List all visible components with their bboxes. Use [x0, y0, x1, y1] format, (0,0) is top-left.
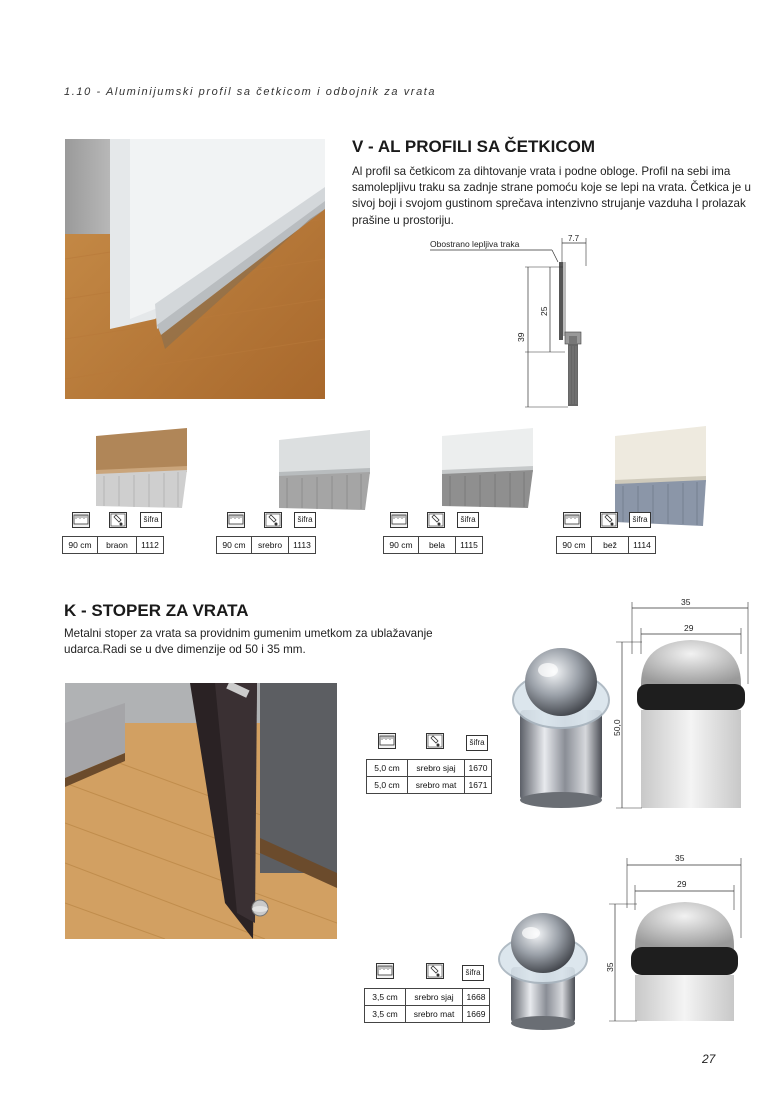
stopper-35-drawing — [605, 848, 753, 1026]
length-icon — [227, 512, 245, 528]
table-row — [63, 537, 164, 554]
section-k-description: Metalni stoper za vrata sa providnim gumenim umetkom za ublažavanje udarca.Radi se u dve dimenzije od 50 i 35 mm. — [64, 627, 433, 657]
brush-image-bela — [440, 426, 535, 508]
profile-cross-section-diagram — [425, 232, 605, 412]
code-header: šifra — [140, 512, 162, 528]
table-row — [367, 777, 492, 794]
code-cell: 1115 — [456, 537, 483, 554]
code-cell: 1113 — [289, 537, 316, 554]
table-row — [365, 1006, 490, 1023]
stopper-50-image — [508, 640, 618, 810]
dim-outer-label: 35 — [681, 597, 691, 607]
size-cell: 5,0 cm — [367, 777, 408, 794]
code-cell: 1670 — [465, 760, 492, 777]
dim-height-label: 50,0 — [612, 719, 622, 736]
length-icon — [376, 963, 394, 979]
product-table-3 — [383, 536, 483, 554]
dim-width-label: 7.7 — [568, 234, 580, 243]
length-icon — [72, 512, 90, 528]
page-number: 27 — [702, 1052, 716, 1066]
product-icons-2 — [227, 512, 317, 532]
product-table-2 — [216, 536, 316, 554]
table-row — [365, 989, 490, 1006]
chapter-title: 1.10 - Aluminijumski profil sa četkicom i odbojnik za vrata — [64, 86, 437, 98]
product-table-4 — [556, 536, 656, 554]
finish-cell: srebro sjaj — [406, 989, 463, 1006]
length-cell: 90 cm — [557, 537, 592, 554]
stopper-50-drawing — [608, 594, 753, 814]
color-cell: srebro — [252, 537, 289, 554]
section-v-description: Al profil sa četkicom za dihtovanje vrata i podne obloge. Profil na sebi ima samolepljivu traku sa zadnje strane pomoću koje se lepi na vrata. Četkica je u sivoj boji i svojom gustinom sprečava intenzivno strujanje vazduha I prolazak prašine u prostoriju. — [352, 165, 751, 227]
section-k-heading: K - STOPER ZA VRATA — [64, 601, 249, 620]
color-icon — [427, 512, 445, 528]
dim-height-label: 35 — [605, 962, 615, 972]
color-icon — [264, 512, 282, 528]
code-cell: 1669 — [463, 1006, 490, 1023]
dim-outer-label: 35 — [675, 853, 685, 863]
section-v-heading: V - AL PROFILI SA ČETKICOM — [352, 137, 596, 156]
code-header: šifra — [294, 512, 316, 528]
dim-inner-label: 29 — [677, 879, 687, 889]
stopper-35-image — [495, 905, 595, 1035]
color-cell: bela — [419, 537, 456, 554]
length-icon — [378, 733, 396, 749]
color-cell: bež — [592, 537, 629, 554]
code-header: šifra — [462, 965, 484, 981]
code-header: šifra — [466, 735, 488, 751]
tape-label: Obostrano lepljiva traka — [430, 239, 520, 249]
finish-cell: srebro mat — [406, 1006, 463, 1023]
product-table-1 — [62, 536, 164, 554]
stopper-35-table — [364, 988, 490, 1023]
brush-image-srebro — [277, 428, 372, 510]
length-icon — [390, 512, 408, 528]
finish-cell: srebro mat — [408, 777, 465, 794]
color-icon — [426, 963, 444, 979]
table-row — [557, 537, 656, 554]
stopper-50-table — [366, 759, 492, 794]
length-cell: 90 cm — [63, 537, 98, 554]
code-cell: 1668 — [463, 989, 490, 1006]
table-row — [384, 537, 483, 554]
brush-image-braon — [94, 426, 189, 508]
color-cell: braon — [98, 537, 137, 554]
code-cell: 1112 — [137, 537, 164, 554]
stopper-50-icons — [378, 733, 488, 753]
door-stopper-photo — [65, 683, 337, 939]
dim-inner-label: 29 — [684, 623, 694, 633]
finish-cell: srebro sjaj — [408, 760, 465, 777]
length-cell: 90 cm — [217, 537, 252, 554]
product-icons-4 — [563, 512, 653, 532]
table-row — [367, 760, 492, 777]
dim-upper-label: 25 — [539, 306, 549, 316]
color-icon — [600, 512, 618, 528]
door-profile-photo — [65, 139, 325, 399]
code-header: šifra — [457, 512, 479, 528]
table-row — [217, 537, 316, 554]
product-icons-3 — [390, 512, 480, 532]
code-cell: 1114 — [629, 537, 656, 554]
size-cell: 3,5 cm — [365, 1006, 406, 1023]
color-icon — [109, 512, 127, 528]
size-cell: 5,0 cm — [367, 760, 408, 777]
color-icon — [426, 733, 444, 749]
length-cell: 90 cm — [384, 537, 419, 554]
stopper-35-icons — [376, 963, 486, 983]
size-cell: 3,5 cm — [365, 989, 406, 1006]
code-header: šifra — [629, 512, 651, 528]
code-cell: 1671 — [465, 777, 492, 794]
product-icons-1 — [72, 512, 162, 532]
dim-total-label: 39 — [516, 332, 526, 342]
brush-image-bez — [613, 424, 708, 526]
length-icon — [563, 512, 581, 528]
